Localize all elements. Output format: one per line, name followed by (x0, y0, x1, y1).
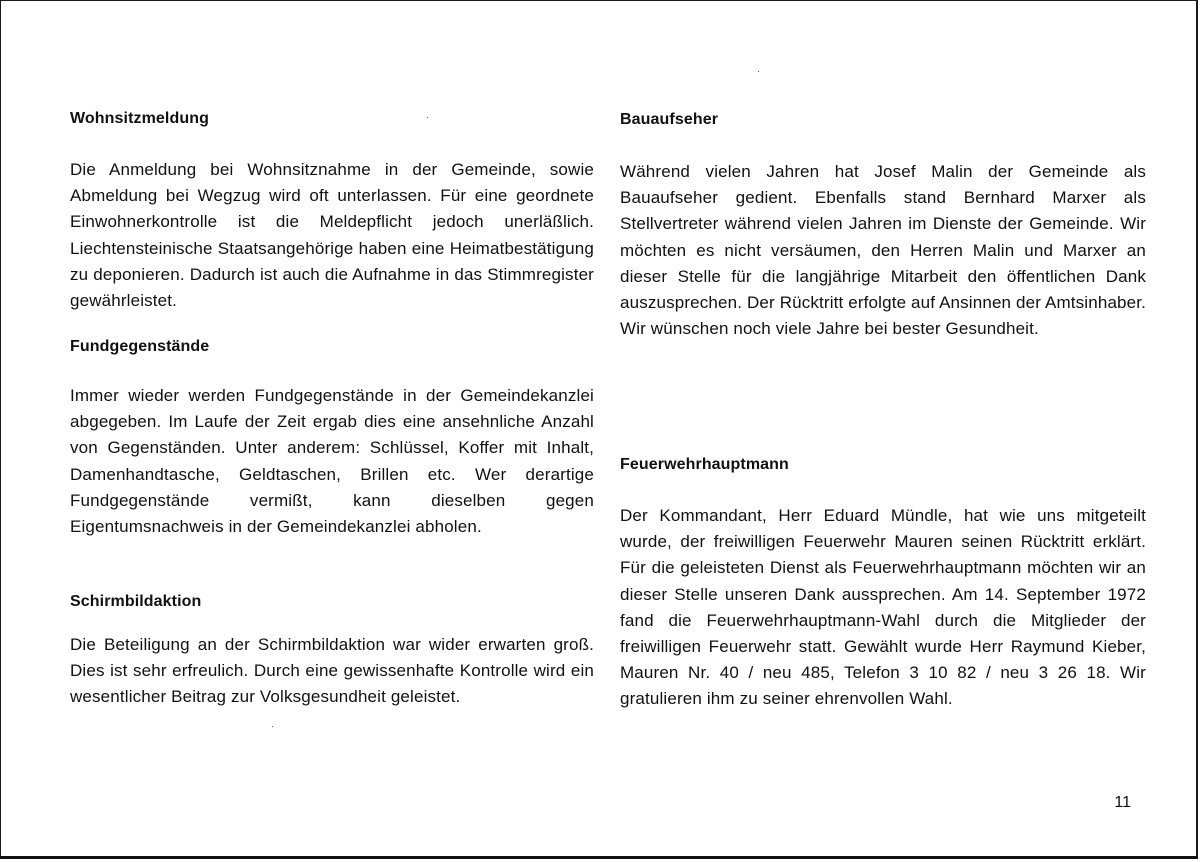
section-schirmbildaktion (70, 592, 594, 711)
section-body: Die Beteiligung an der Schirmbildaktion war wider erwarten groß. Dies ist sehr erfreulich. Durch eine gewissenhafte Kontrolle wird ein wesentlicher Beitrag zur Volksgesundheit geleistet. (70, 635, 594, 707)
section-heading: Feuerwehrhauptmann (620, 456, 789, 473)
section-heading: Wohnsitzmeldung (70, 110, 209, 127)
section-feuerwehrhauptmann (620, 455, 1146, 713)
section-bauaufseher (620, 110, 1146, 342)
section-body: Während vielen Jahren hat Josef Malin der Gemeinde als Bauaufseher gedient. Ebenfalls stand Bernhard Marxer als Stellvertreter während vielen Jahren im Dienste der Gemeinde. Wir möchten es nicht versäumen, den Herren Malin und Marxer an dieser Stelle für die langjährige Mitarbeit den öffentlichen Dank auszusprechen. Der Rücktritt erfolgte auf Ansinnen der Amtsinhaber. Wir wünschen noch viele Jahre bei bester Gesundheit. (620, 162, 1147, 339)
section-body: Der Kommandant, Herr Eduard Mündle, hat wie uns mitgeteilt wurde, der freiwilligen Feuerwehr Mauren seinen Rücktritt erklärt. Für die geleisteten Dienst als Feuerwehrhauptmann möchten wir an dieser Stelle unseren Dank aussprechen. Am 14. September 1972 fand die Feuerwehrhauptmann-Wahl durch die Mitglieder der freiwilligen Feuerwehr statt. Gewählt wurde Herr Raymund Kieber, Mauren Nr. 40 / neu 485, Telefon 3 10 82 / neu 3 26 18. Wir gratulieren ihm zu seiner ehrenvollen Wahl. (620, 506, 1146, 709)
page-number: 11 (1114, 794, 1131, 811)
section-body: Immer wieder werden Fundgegenstände in der Gemeindekanzlei abgegeben. Im Laufe der Zeit ergab dies eine ansehnliche Anzahl von Gegenständen. Unter anderem: Schlüssel, Koffer mit Inhalt, Damenhandtasche, Geldtaschen, Brillen etc. Wer derartige Fundgegenstände vermißt, kann dieselben gegen Eigentumsnachweis in der Gemeindekanzlei abholen. (70, 386, 594, 537)
section-heading: Bauaufseher (620, 111, 719, 128)
section-heading: Schirmbildaktion (70, 593, 202, 610)
section-body: Die Anmeldung bei Wohnsitznahme in der Gemeinde, sowie Abmeldung bei Wegzug wird oft unterlassen. Für eine geordnete Einwohnerkontrolle ist die Meldepflicht jedoch unerläßlich. Liechtensteinische Staatsangehörige haben eine Heimatbestätigung zu deponieren. Dadurch ist auch die Aufnahme in das Stimmregister gewährleistet. (70, 160, 594, 311)
section-fundgegenstaende (70, 337, 594, 540)
section-heading: Fundgegenstände (70, 338, 210, 355)
scan-speck (272, 726, 273, 727)
scan-speck (758, 71, 759, 72)
section-wohnsitzmeldung (70, 109, 594, 314)
